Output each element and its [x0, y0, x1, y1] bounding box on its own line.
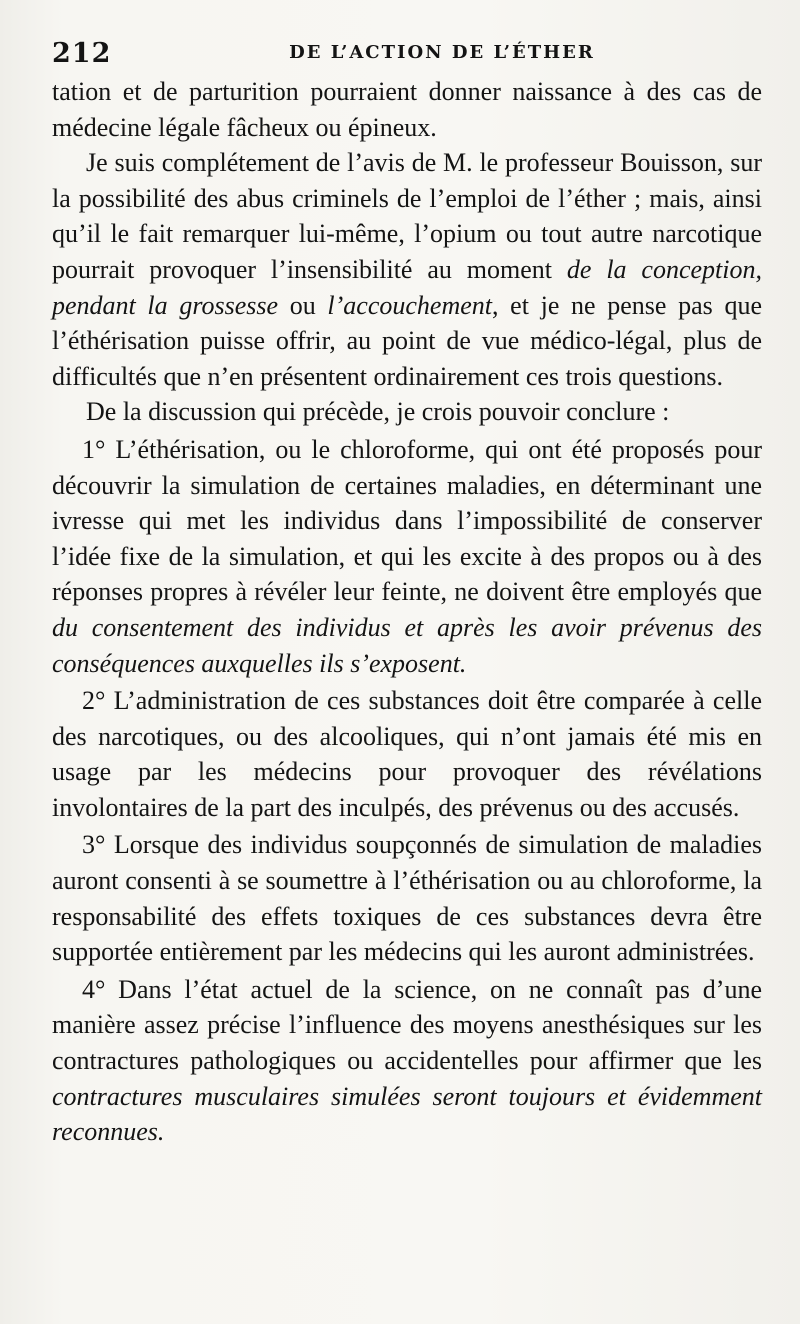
- italic-run: contractures musculaires simulées seront toujours et évidemment reconnues.: [52, 1081, 762, 1147]
- italic-run: l’accouchement: [327, 290, 492, 320]
- paragraph-conclusion-intro: De la discussion qui précède, je crois pouvoir conclure :: [86, 397, 670, 427]
- running-head: [52, 38, 752, 74]
- running-title: DE L’ACTION DE L’ÉTHER: [289, 42, 595, 63]
- text-run: 1° L’éthérisation, ou le chloroforme, qui ont été proposés pour découvrir la simulation de certaines maladies, en déterminant une ivresse qui met les individus dans l’impossibilité de conserver l’idée fixe de la simulation, et qui les excite à des propos ou à des réponses propres à révéler leur feinte, ne doivent être employés que: [52, 434, 762, 607]
- conclusion-item-2: 2° L’administration de ces substances doit être comparée à celle des narcotiques, ou des alcooliques, qui n’ont jamais été mis en usage par les médecins pour provoquer des révélations involontaires de la part des inculpés, des prévenus ou des accusés.: [52, 686, 762, 822]
- text-run: ou: [278, 290, 328, 320]
- conclusion-item-1: [52, 432, 762, 681]
- paragraph-bouisson-opinion: [52, 145, 762, 394]
- paragraph-continuation: tation et de parturition pourraient donner naissance à des cas de médecine légale fâcheux ou épineux.: [52, 77, 762, 142]
- text-run: 4° Dans l’état actuel de la science, on ne connaît pas d’une manière assez précise l’influence des moyens anesthésiques sur les contractures pathologiques ou accidentelles pour affirmer que les: [52, 974, 762, 1076]
- text-run: Je suis complétement de l’avis de M. le professeur Bouisson, sur la possibilité des abus criminels de l’emploi de l’éther ; mais, ainsi qu’il le fait remarquer lui-même, l’opium ou tout autre narcotique pourrait provoquer l’insensibilité au moment: [52, 148, 762, 284]
- italic-run: de la conception, pendant la grossesse: [52, 254, 762, 320]
- text-run: , et je ne pense pas que l’éthérisation puisse offrir, au point de vue médico-légal, plus de difficultés que n’en présentent ordinairement ces trois questions.: [52, 290, 763, 391]
- italic-run: du consentement des individus et après les avoir prévenus des conséquences auxquelles ils s’exposent.: [52, 612, 762, 678]
- page-number: 212: [52, 38, 112, 69]
- conclusion-item-3: 3° Lorsque des individus soupçonnés de simulation de maladies auront consenti à se soumettre à l’éthérisation ou au chloroforme, la responsabilité des effets toxiques de ces substances devra être supportée entièrement par les médecins qui les auront administrées.: [52, 830, 762, 967]
- conclusion-item-4: [52, 972, 762, 1150]
- body-text: [52, 74, 762, 1150]
